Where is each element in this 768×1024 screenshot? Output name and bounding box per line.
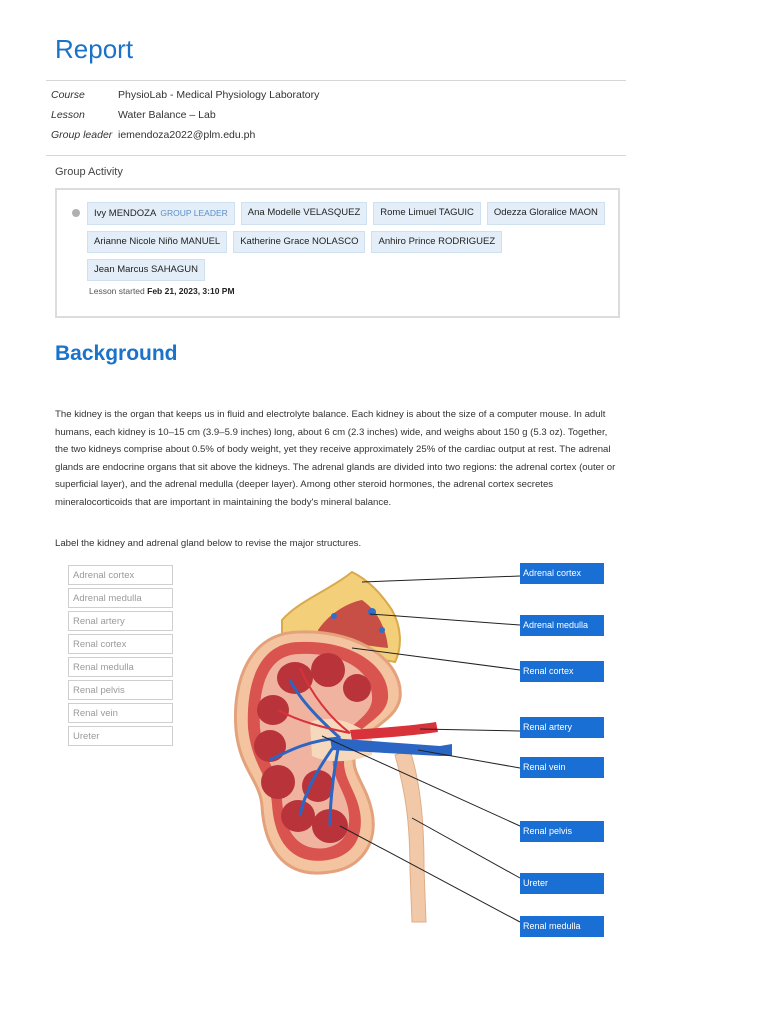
label-instruction: Label the kidney and adrenal gland below to revise the major structures.	[55, 538, 362, 549]
member-name: Ivy MENDOZA	[94, 208, 156, 219]
meta-key: Lesson	[51, 109, 85, 121]
drop-zone-renal-vein[interactable]: Renal vein	[520, 757, 604, 778]
background-paragraph: The kidney is the organ that keeps us in fluid and electrolyte balance. Each kidney is about the size of a computer mouse. In adult humans, each kidney is 10–15 cm (3.9–5.9 inches) long, about 6 cm (2.3 inches) wide, and weighs about 150 g (5.3 oz). Together, the two kidneys comprise about 0.5% of body weight, yet they receive approximately 25% of the cardiac output at rest. The adrenal glands are endocrine organs that sit above the kidneys. The adrenal glands are divided into two regions: the adrenal cortex (outer or superficial layer), and the adrenal medulla (deeper layer). Among other steroid hormones, the adrenal cortex secretes mineralocorticoids that are important in maintaining the body's mineral balance.	[55, 409, 616, 508]
meta-value: PhysioLab - Medical Physiology Laboratory	[118, 89, 320, 101]
member-list	[87, 202, 607, 287]
status-dot-icon	[72, 209, 80, 217]
bank-label-renal-cortex[interactable]: Renal cortex	[68, 634, 173, 654]
bank-label-renal-pelvis[interactable]: Renal pelvis	[68, 680, 173, 700]
member-chip: Arianne Nicole Niño MANUEL	[87, 231, 227, 253]
drop-zone-adrenal-cortex[interactable]: Adrenal cortex	[520, 563, 604, 584]
meta-row-lesson	[46, 105, 626, 125]
group-activity-heading: Group Activity	[55, 166, 123, 178]
lesson-started-value: Feb 21, 2023, 3:10 PM	[147, 286, 235, 296]
bank-label-ureter[interactable]: Ureter	[68, 726, 173, 746]
report-meta	[46, 80, 626, 156]
drop-zone-renal-pelvis[interactable]: Renal pelvis	[520, 821, 604, 842]
member-chip	[87, 202, 235, 225]
meta-value: Water Balance – Lab	[118, 109, 216, 121]
member-chip: Ana Modelle VELASQUEZ	[241, 202, 367, 225]
kidney-diagram	[0, 550, 768, 970]
drop-zone-renal-artery[interactable]: Renal artery	[520, 717, 604, 738]
kidney-illustration	[0, 550, 768, 970]
member-chip: Rome Limuel TAGUIC	[373, 202, 481, 225]
meta-row-course	[46, 85, 626, 105]
lesson-started	[89, 286, 235, 296]
drop-zone-adrenal-medulla[interactable]: Adrenal medulla	[520, 615, 604, 636]
drop-zone-renal-cortex[interactable]: Renal cortex	[520, 661, 604, 682]
meta-row-group-leader	[46, 125, 626, 145]
bank-label-renal-vein[interactable]: Renal vein	[68, 703, 173, 723]
bank-label-adrenal-medulla[interactable]: Adrenal medulla	[68, 588, 173, 608]
bank-label-renal-artery[interactable]: Renal artery	[68, 611, 173, 631]
background-heading: Background	[55, 342, 178, 365]
member-chip: Katherine Grace NOLASCO	[233, 231, 365, 253]
meta-key: Group leader	[51, 129, 113, 141]
member-chip: Anhiro Prince RODRIGUEZ	[371, 231, 502, 253]
bank-label-adrenal-cortex[interactable]: Adrenal cortex	[68, 565, 173, 585]
drop-zone-ureter[interactable]: Ureter	[520, 873, 604, 894]
member-chip: Jean Marcus SAHAGUN	[87, 259, 205, 281]
page-title: Report	[55, 34, 134, 64]
drop-zone-renal-medulla[interactable]: Renal medulla	[520, 916, 604, 937]
bank-label-renal-medulla[interactable]: Renal medulla	[68, 657, 173, 677]
group-leader-badge: GROUP LEADER	[160, 208, 228, 218]
meta-value: iemendoza2022@plm.edu.ph	[118, 129, 256, 141]
meta-key: Course	[51, 89, 85, 101]
member-chip: Odezza Gloralice MAON	[487, 202, 605, 225]
lesson-started-label: Lesson started	[89, 286, 145, 296]
group-activity-panel	[55, 188, 620, 318]
